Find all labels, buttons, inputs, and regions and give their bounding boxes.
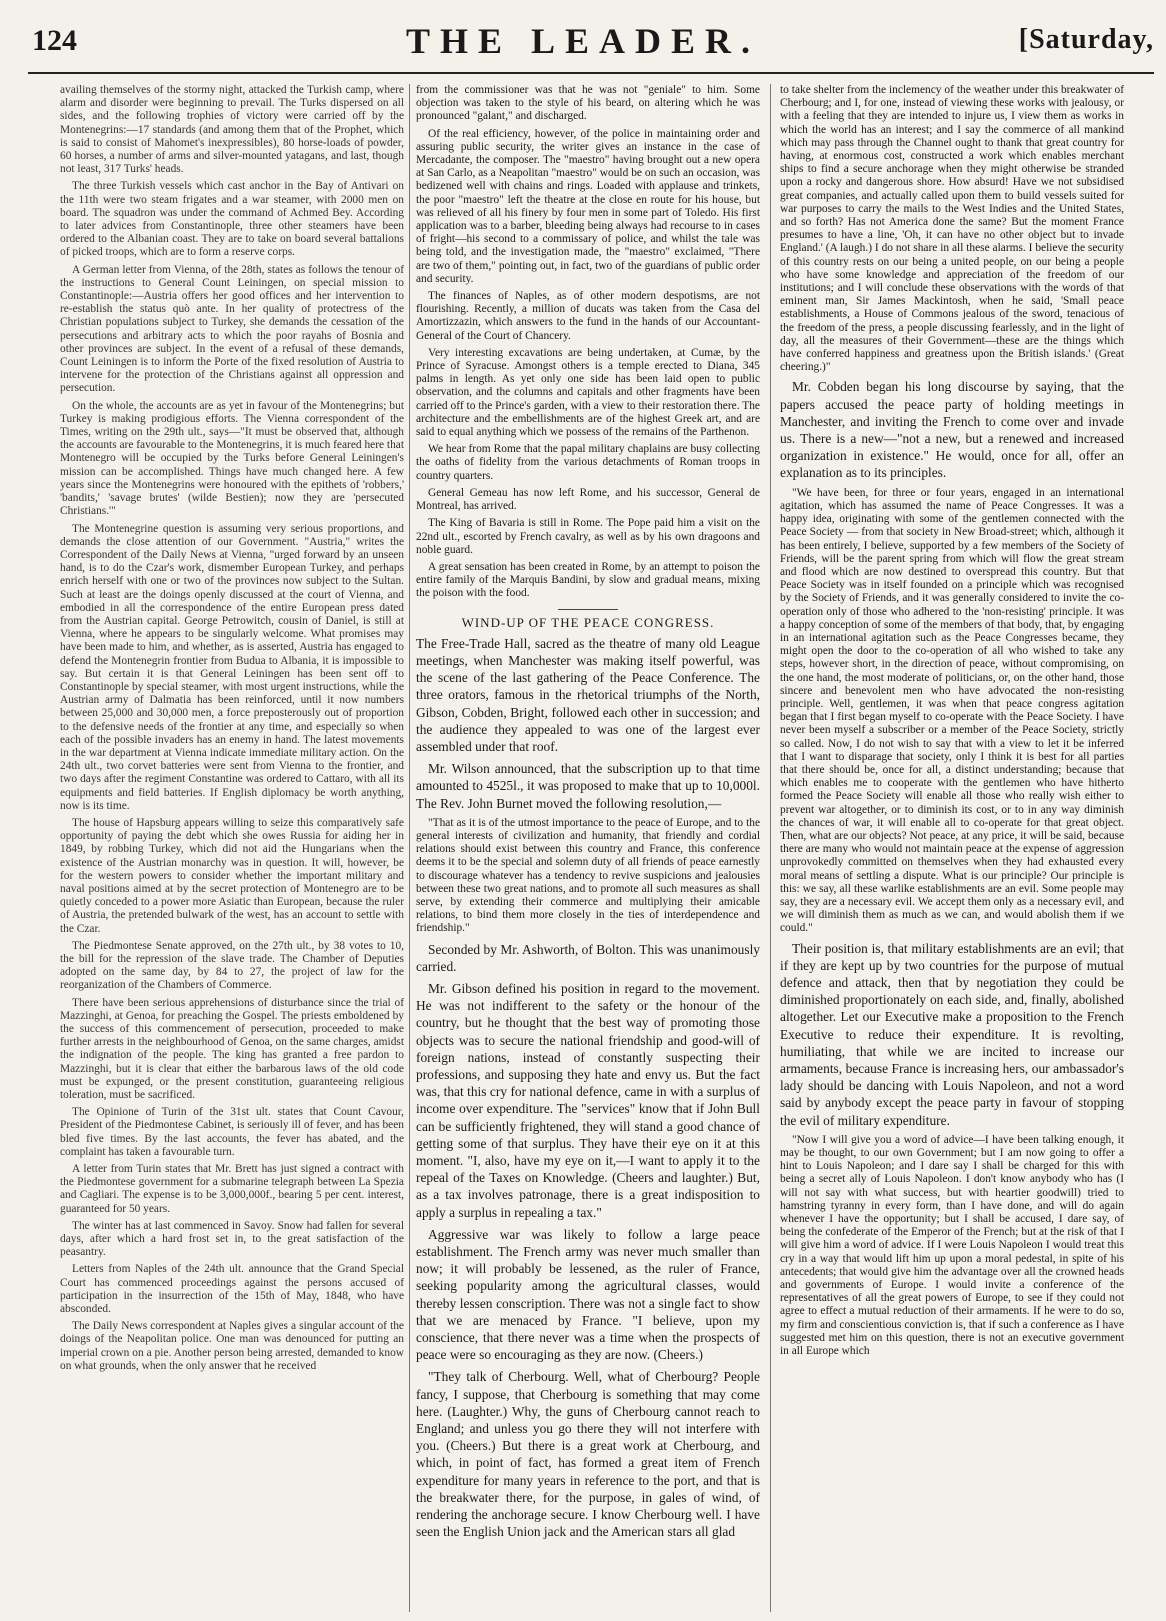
column-1 (60, 84, 404, 1612)
paragraph: The Montenegrine question is assuming very serious proportions, and demands the close attention of our Government. "Austria," writes the Correspondent of the Daily News at Vienna, "urged forward by an unseen hand, is to do the Czar's work, dismember European Turkey, and perhaps enrich herself with one or two of the provinces now subject to the Sultan. Such at least are the doings openly discussed at the court of Vienna, and embodied in all the correspondence of the entire European press dated from the Austrian capital. George Petrowitch, cousin of Daniel, is still at Vienna, where he appears to be singularly welcome. What promises may have been made to him, and whether, as is asserted, Austria has engaged to defend the Montenegrin frontier from Budua to Albania, it is impossible to say. But certain it is that General Leiningen has been sent off to Constantinople by special steamer, with most urgent instructions, while the Austrian army of Dalmatia has been reinforced, until it now numbers between 25,000 and 30,000 men, a force preposterously out of proportion to the defensive needs of the frontier at any time, and especially so when each of the possible invaders has an enemy in hand. The latest movements in the war department at Vienna indicate immediate military action. On the 24th ult., two corvet batteries were sent from Vienna to the frontier, and two days after the regiment Constantine was ordered to Cattaro, with all its equipments and field batteries. If English diplomacy be worth anything, now is its time. (60, 522, 404, 812)
paragraph: from the commissioner was that he was not "geniale" to him. Some objection was taken to the style of his beard, on altering which he was pronounced "galant," and discharged. (416, 84, 760, 123)
paragraph: Their position is, that military establishments are an evil; that if they are kept up by two countries for the purpose of mutual defence and attack, then that by negotiation they could be diminished proportionately on each side, and, finally, abolished altogether. Let our Executive make a proposition to the French Executive to reduce their expenditure. It is revolting, humiliating, that while we are incited to increase our armaments, because France is increasing hers, our ambassador's lady should be dancing with Louis Napoleon, and not a word said by anybody except the peace party in favour of stopping the evil of military expenditure. (780, 940, 1124, 1128)
paragraph: A great sensation has been created in Rome, by an attempt to poison the entire family of the Marquis Bandini, by slow and gradual means, mixing the poison with the food. (416, 560, 760, 600)
section-divider (558, 609, 618, 610)
article-body (780, 940, 1124, 1129)
paragraph: A letter from Turin states that Mr. Brett has just signed a contract with the Piedmontese government for a submarine telegraph between La Spezia and Cagliari. The expense is to be 3,000,000f., bearing 5 per cent. interest, guaranteed for 50 years. (60, 1163, 404, 1215)
paragraph: Seconded by Mr. Ashworth, of Bolton. This was unanimously carried. (416, 941, 760, 974)
paragraph: General Gemeau has now left Rome, and his successor, General de Montreal, has arrived. (416, 486, 760, 513)
paragraph: "Now I will give you a word of advice—I have been talking enough, it may be thought, to our own Government; but I am now going to offer a hint to Louis Napoleon; and I dare say I shall be charged for this with being a secret ally of Louis Napoleon. I don't know anybody who has (I will not say with what success, but with heartier goodwill) tried to hamstring tyranny in every form, than I have done, and will do again whenever I have the opportunity; but I shall be accused, I dare say, of being the confederate of the Emperor of the French; but at the risk of that I will give him a word of advice. If I were Louis Napoleon I would treat this cry in a way that would lift him up upon a moral pedestal, in spite of his antecedents; that would give him the advantage over all the crowned heads and governments of Europe. I would invite a conference of the representatives of all the great powers of Europe, to see if they could not agree to effect a mutual reduction of their armaments. If he were to do so, my firm and conscientious conviction is, that if such a conference as I have suggested met him on this question, there is not an executive government in all Europe which (780, 1133, 1124, 1358)
paragraph: availing themselves of the stormy night, attacked the Turkish camp, where alarm and disorder were beginning to prevail. The Turks dispersed on all sides, and the following trophies of victory were carried off by the Montenegrins:—17 standards (and among them that of the Prophet, which is said to consist of Mahomet's inexpressibles), 80 horse-loads of powder, 60 horses, a number of arms and silver-mounted yatagans, and last, though not least, 317 Turks' heads. (60, 84, 404, 176)
paragraph: to take shelter from the inclemency of the weather under this breakwater of Cherbourg; and I, for one, instead of viewing these works with jealousy, or with a feeling that they are intended to injure us, I view them as works in which the world has an interest; and I say the commerce of all mankind which may pass through the Channel ought to thank that great country for having, at enormous cost, constructed a work which enables merchant ships to find a secure anchorage when they might otherwise be stranded upon a rocky and dangerous shore. How absurd! Have we not subsidised great companies, and actually called upon them to build vessels suited for war purposes to carry the mails to the West Indies and the United States, and so forth? Has not America done the same? But the moment France presumes to have a line, 'Oh, it can have no other object but to invade England.' (A laugh.) I do not share in all these alarms. I believe the security of this country rests on our being a united people, on our being a people who have some knowledge and appreciation of the freedom of our institutions; and I will conclude these observations with the words of that eminent man, Sir James Mackintosh, when he said, 'Small peace establishments, a House of Commons jealous of the sword, tenacious of the freedom of the press, a people discussing fearlessly, and in the light of day, all the measures of their Government—these are the things which have conferred happiness and greatness upon the British islands.' (Great cheering.)" (780, 84, 1124, 374)
paragraph: "That as it is of the utmost importance to the peace of Europe, and to the general interests of civilization and humanity, that friendly and cordial relations should exist between this country and France, this conference deems it to be the special and solemn duty of all friends of peace earnestly to discourage whatever has a tendency to revive suspicions and jealousies between these two great nations, and to promote all such measures as shall serve, by extending their commerce and multiplying their amicable relations, to bind them more closely in the ties of interdependence and friendship." (416, 816, 760, 935)
page-header (0, 0, 1166, 78)
paragraph: The finances of Naples, as of other modern despotisms, are not flourishing. Recently, a million of ducats was taken from the Casa del Amortizzazin, which answers to the fund in the hands of our Accountant-General of the Court of Chancery. (416, 290, 760, 342)
paragraph: Letters from Naples of the 24th ult. announce that the Grand Special Court has commenced proceedings against the persons accused of participation in the insurrection of the 15th of May, 1848, who have absconded. (60, 1263, 404, 1316)
column-2 (416, 84, 760, 1612)
paragraph: "We have been, for three or four years, engaged in an international agitation, which has assumed the name of Peace Congresses. It was a happy idea, originating with some of the gentlemen connected with the Peace Society — from that society in New Broad-street; which, although it has been entirely, I believe, supported by a few members of the Society of Friends, will be the parent spring from which will flow the great stream and flood which are now destined to overspread this country. But that Peace Society was in itself founded on a principle which was recognised by the Society of Friends, and it was generally considered to invite the co-operation only of those who adhered to the 'non-resisting' principle. It was a happy conception of some of the members of that body, that, by engaging in an international agitation such as the Peace Congresses became, they might open the door to the co-operation of all who wished to take any steps, however short, in the direction of peace, without compromising, on the one hand, the most moderate of politicians, or, on the other hand, those sincere and benevolent men who have advocated the non-resisting principle. Well, gentlemen, it was when that peace congress agitation began that I first began myself to co-operate with the Peace Society. I have never been myself a subscriber or a member of the Peace Society, strictly so called. Now, I do not wish to say that with a view to let it be inferred that I want to disparage that society, only I think it is best for all parties that there should be, once for all, a distinct understanding; because that which enables me to cooperate with the gentlemen who have hitherto formed the Peace Society will enable all those who really wish either to prevent war altogether, or to diminish its cost, or to in any way diminish the chances of war, it will enable all to co-operate for that great object. Then, what are our objects? Not peace, at any price, it will be said, because there are many who would not maintain peace at the expense of aggression unprovokedly committed on themselves when they had exhausted every moral means of settling a dispute. What is our principle? Our principle is this: we say, all these warlike establishments are an evil. Some people may say, they are a necessary evil. We accept them only as a necessary evil, and we will diminish them as much as we can, and would abolish them if we could." (780, 486, 1124, 935)
paragraph: The Free-Trade Hall, sacred as the theatre of many old League meetings, when Manchester was making itself powerful, was the scene of the last gathering of the Peace Conference. The three orators, famous in the rhetorical triumphs of the North, Gibson, Cobden, Bright, followed each other in succession; and the audience they appealed to was one of the largest ever assembled under that roof. (416, 635, 760, 754)
paragraph: Mr. Cobden began his long discourse by saying, that the papers accused the peace party of holding meetings in Manchester, and inviting the French to come over and invade us. There is a new—"not a new, but a renewed and increased organization in existence." He would, once for all, offer an explanation as to its principles. (780, 379, 1124, 481)
paragraph: Of the real efficiency, however, of the police in maintaining order and assuring public security, the writer gives an instance in the case of Mercadante, the composer. The "maestro" having brought out a new opera at San Carlo, as a Neapolitan "maestro" would be on such an occasion, was bedizened well with chains and rings. Loaded with applause and trinkets, the poor "maestro" left the theatre at the close en route for his house, but was relieved of all his finery by four men in some part of Toledo. His first application was to a barber, bleeding being always had recourse to in cases of fright—his second to a commissary of police, and whilst the tale was being told, and the investigation made, the "maestro" exclaimed, "There are two of them," pointing out, in fact, two of the guardians of public order and security. (416, 127, 760, 285)
paragraph: "They talk of Cherbourg. Well, what of Cherbourg? People fancy, I suppose, that Cherbourg is something that may come here. (Laughter.) Why, the guns of Cherbourg cannot reach to England; and unless you go there they will not interfere with you. (Cheers.) But there is a great work at Cherbourg, and which, in point of fact, has formed a great item of French expenditure for many years in reference to the port, and that is the breakwater there, for the purpose, in gales of wind, of rendering the anchorage secure. I know Cherbourg well. I have seen the English Union jack and the American stars all glad (416, 1369, 760, 1540)
paragraph: We hear from Rome that the papal military chaplains are busy collecting the oaths of fidelity from the various detachments of Roman troops in country quarters. (416, 443, 760, 482)
column-divider (770, 84, 771, 1612)
paragraph: The winter has at last commenced in Savoy. Snow had fallen for several days, after which a hard frost set in, to the great satisfaction of the peasantry. (60, 1219, 404, 1259)
column-3 (780, 84, 1124, 1612)
article-body (780, 378, 1124, 481)
dateline: [Saturday, (1018, 24, 1154, 55)
header-rule (28, 72, 1154, 74)
paragraph: There have been serious apprehensions of disturbance since the trial of Mazzinghi, at Genoa, for preaching the Gospel. The priests emboldened by the success of this commencement of persecution, proceeded to make further arrests in the neighbourhood of Genoa, on the same charges, amidst the indignation of the people. The king has granted a free pardon to Mazzinghi, but it is clear that either the barbarous laws of the old code must be expunged, or the present constitution, guaranteeing religious toleration, must be sacrificed. (60, 996, 404, 1102)
paragraph: The house of Hapsburg appears willing to seize this comparatively safe opportunity of paying the debt which she owes Russia for aiding her in 1849, by robbing Turkey, which did not aid the Hungarians when the existence of the Austrian monarchy was in question. It will, however, be for the western powers to consider whether the important military and naval positions aimed at by the secret protection of Montenegro are to be quietly conceded to a power more Asiatic than European, because the ruler of Austria, the pretended bulwark of the west, has an account to settle with the Czar. (60, 816, 404, 935)
paragraph: The Daily News correspondent at Naples gives a singular account of the doings of the Neapolitan police. One man was denounced for putting an imperial crown on a pie. Another person being arrested, demanded to know on what grounds, when the only answer that he received (60, 1320, 404, 1372)
paragraph: The Opinione of Turin of the 31st ult. states that Count Cavour, President of the Piedmontese Cabinet, is seriously ill of fever, and has been bled five times. By the last accounts, the fever has abated, and the complaint has taken a favourable turn. (60, 1106, 404, 1158)
paragraph: The three Turkish vessels which cast anchor in the Bay of Antivari on the 11th were two steam frigates and a war steamer, with 2000 men on board. The squadron was under the command of Achmed Bey. According to later advices from Constantinople, three other steamers have been ordered to the Albanian coast. They are to take on board several battalions of picked troops, which are to form a reserve corps. (60, 180, 404, 259)
paragraph: Very interesting excavations are being undertaken, at Cumæ, by the Prince of Syracuse. Amongst others is a temple erected to Diana, 345 palms in length. As yet only one side has been laid open to public observation, and the columns and capitals and other fragments have been carried off to the Prince's garden, with a view to their restoration there. The architecture and the embellishments are of the highest Greek art, and are said to equal anything which we possess of the remains of the Parthenon. (416, 346, 760, 439)
paragraph: The King of Bavaria is still in Rome. The Pope paid him a visit on the 22nd ult., escorted by French cavalry, as well as by his own dragoons and noble guard. (416, 517, 760, 556)
page-number: 124 (32, 24, 77, 57)
paragraph: Aggressive war was likely to follow a large peace establishment. The French army was never much smaller than now; it will probably be lessened, as the ruler of France, seeking popularity among the agricultural classes, would thereby lessen conscription. There was not a single fact to show that we are menaced by France. "I believe, upon my conscience, that there never was a time when the prospects of peace were so encouraging as they are now. (Cheers.) (416, 1226, 760, 1363)
paragraph: Mr. Wilson announced, that the subscription up to that time amounted to 4525l., it was proposed to make that up to 10,000l. The Rev. John Burnet moved the following resolution,— (416, 761, 760, 811)
article-body (416, 635, 760, 1541)
paragraph: Mr. Gibson defined his position in regard to the movement. He was not indifferent to the safety or the honour of the country, but he thought that the best way of promoting those objects was to secure the national friendship and good-will of foreign nations, instead of constantly suspecting their professions, and supposing they hate and envy us. But the fact was, that this cry for national defence, came in with a surplus of income over expenditure. The "services" know that if John Bull can be sufficiently frightened, they will stand a good chance of getting some of that surplus. They have their eye on it at this moment. "I, also, have my eye on it,—I want to apply it to the repeal of the Taxes on Knowledge. (Cheers and laughter.) But, as a tax involves patronage, there is a great indisposition to apply a surplus in repealing a tax." (416, 980, 760, 1220)
section-heading: WIND-UP OF THE PEACE CONGRESS. (461, 614, 715, 630)
paragraph: A German letter from Vienna, of the 28th, states as follows the tenour of the instructions to General Count Leiningen, on special mission to Constantinople:—Austria offers her good offices and her intervention to re-establish the status quò ante. In her quality of protectress of the Christian populations subject to Turkey, she demands the cessation of the persecutions and arbitrary acts to which the poor rayahs of Bosnia and other provinces are subject. In the event of a refusal of these demands, Count Leiningen is to inform the Porte of the fixed resolution of Austria to intervene for the protection of the Christians against all oppression and persecution. (60, 263, 404, 395)
paragraph: The Piedmontese Senate approved, on the 27th ult., by 38 votes to 10, the bill for the repression of the slave trade. The Chamber of Deputies adopted on the same day, by 84 to 27, the project of law for the reorganization of the Chambers of Commerce. (60, 939, 404, 992)
masthead-title: THE LEADER. (405, 21, 761, 61)
column-divider (409, 84, 410, 1612)
paragraph: On the whole, the accounts are as yet in favour of the Montenegrins; but Turkey is making prodigious efforts. The Vienna correspondent of the Times, writing on the 29th ult., says—"It must be observed that, although the accounts are favourable to the Montenegrins, it is much feared here that Montenegro will be occupied by the Turks before General Leiningen's mission can be accomplished. Things have much changed here. A few years since the Montenegrins were honoured with the epithets of 'robbers,' 'bandits,' 'savage brutes' (wilde Bestien); now they are 'persecuted Christians.'" (60, 399, 404, 518)
